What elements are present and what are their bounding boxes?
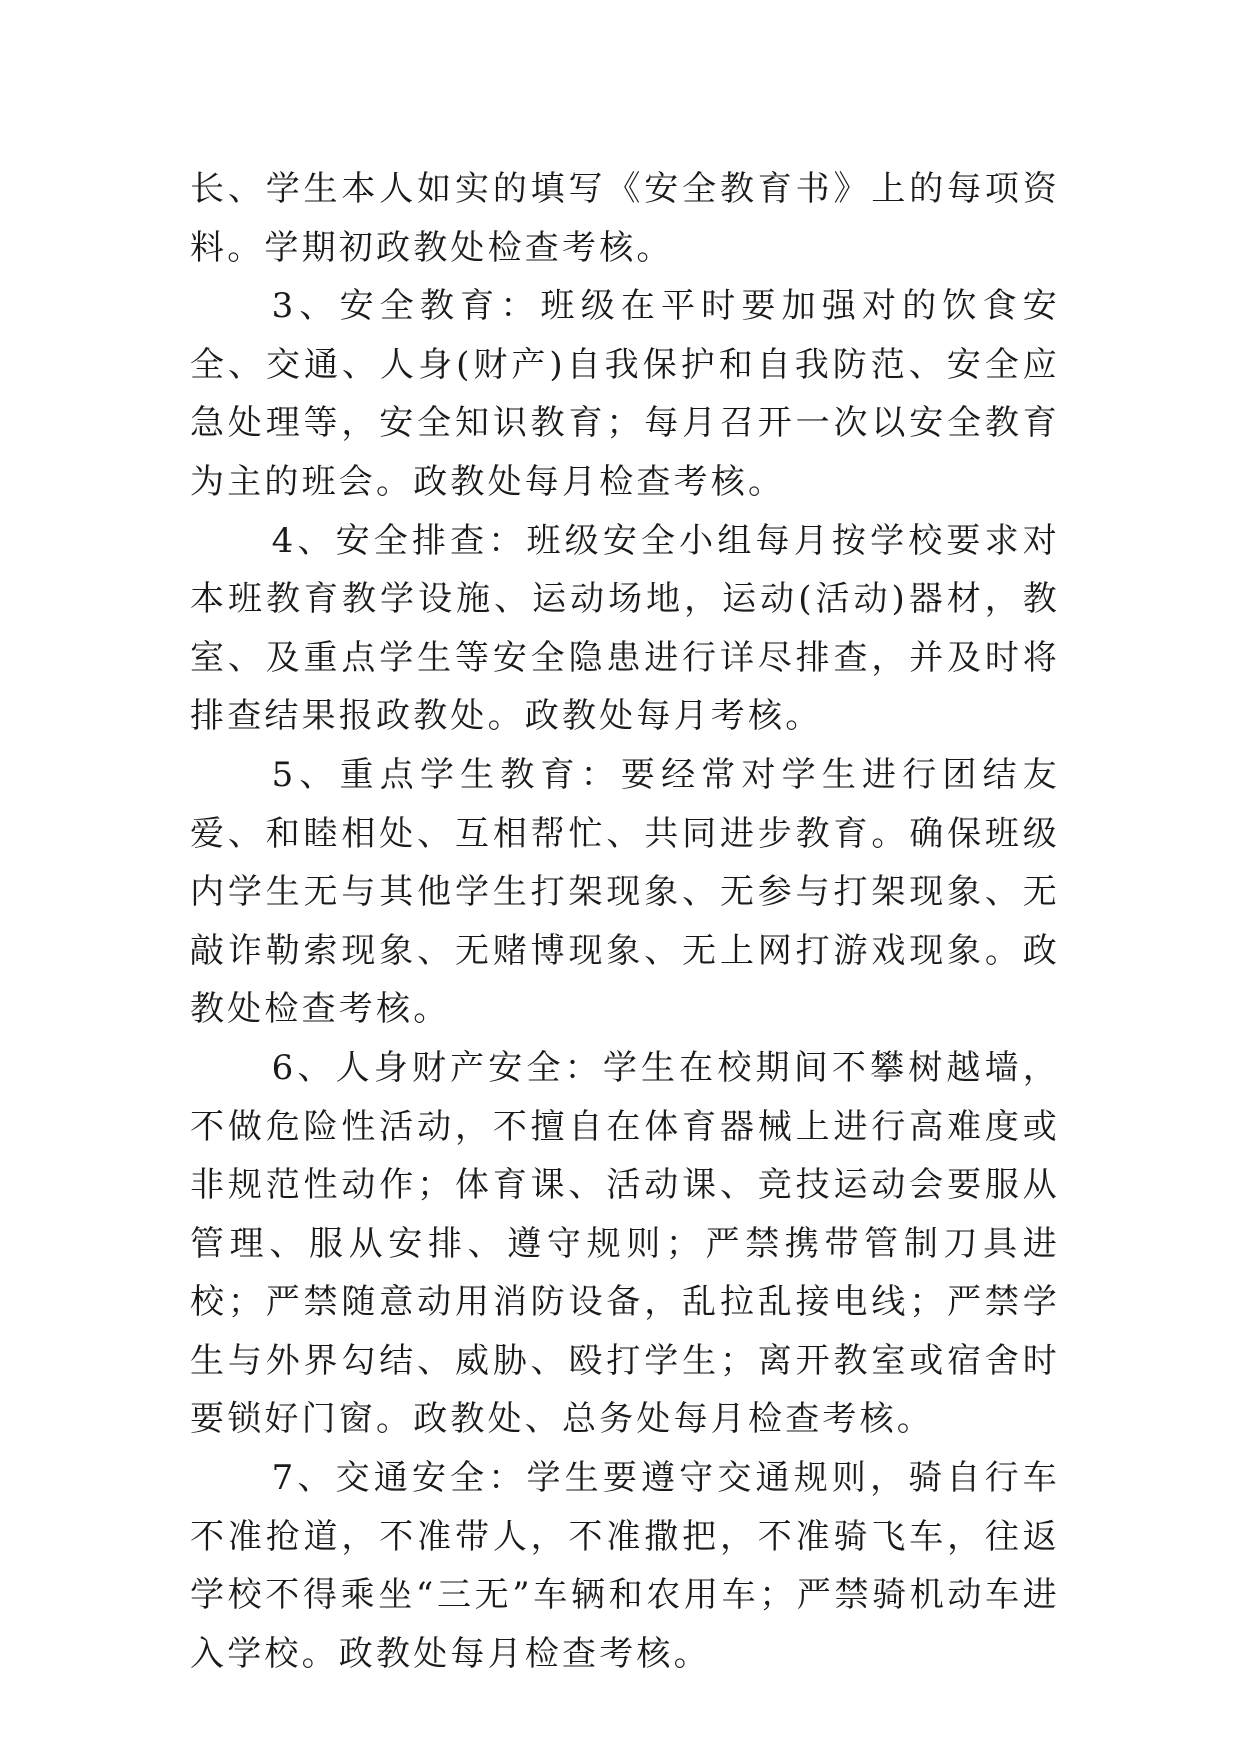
paragraph-key-student-education: 5、重点学生教育：要经常对学生进行团结友爱、和睦相处、互相帮忙、共同进步教育。确保班级内学生无与其他学生打架现象、无参与打架现象、无敲诈勒索现象、无赌博现象、无上网打游戏现象。政教处检查考核。 (190, 754, 1060, 1030)
paragraph-personal-property-safety: 6、人身财产安全：学生在校期间不攀树越墙，不做危险性活动，不擅自在体育器械上进行高难度或非规范性动作；体育课、活动课、竞技运动会要服从管理、服从安排、遵守规则；严禁携带管制刀具进校；严禁随意动用消防设备，乱拉乱接电线；严禁学生与外界勾结、威胁、殴打学生；离开教室或宿舍时要锁好门窗。政教处、总务处每月检查考核。 (190, 1047, 1060, 1440)
document-body (190, 160, 1060, 1683)
paragraph-safety-inspection: 4、安全排查：班级安全小组每月按学校要求对本班教育教学设施、运动场地，运动(活动)器材，教室、及重点学生等安全隐患进行详尽排查，并及时将排查结果报政教处。政教处每月考核。 (190, 520, 1060, 737)
paragraph-safety-education: 3、安全教育：班级在平时要加强对的饮食安全、交通、人身(财产)自我保护和自我防范、安全应急处理等，安全知识教育；每月召开一次以安全教育为主的班会。政教处每月检查考核。 (190, 286, 1060, 502)
paragraph-traffic-safety: 7、交通安全：学生要遵守交通规则，骑自行车不准抢道，不准带人，不准撒把，不准骑飞车，往返学校不得乘坐“三无”车辆和农用车；严禁骑机动车进入学校。政教处每月检查考核。 (190, 1458, 1060, 1674)
paragraph-continuation: 长、学生本人如实的填写《安全教育书》上的每项资料。学期初政教处检查考核。 (190, 169, 1060, 268)
